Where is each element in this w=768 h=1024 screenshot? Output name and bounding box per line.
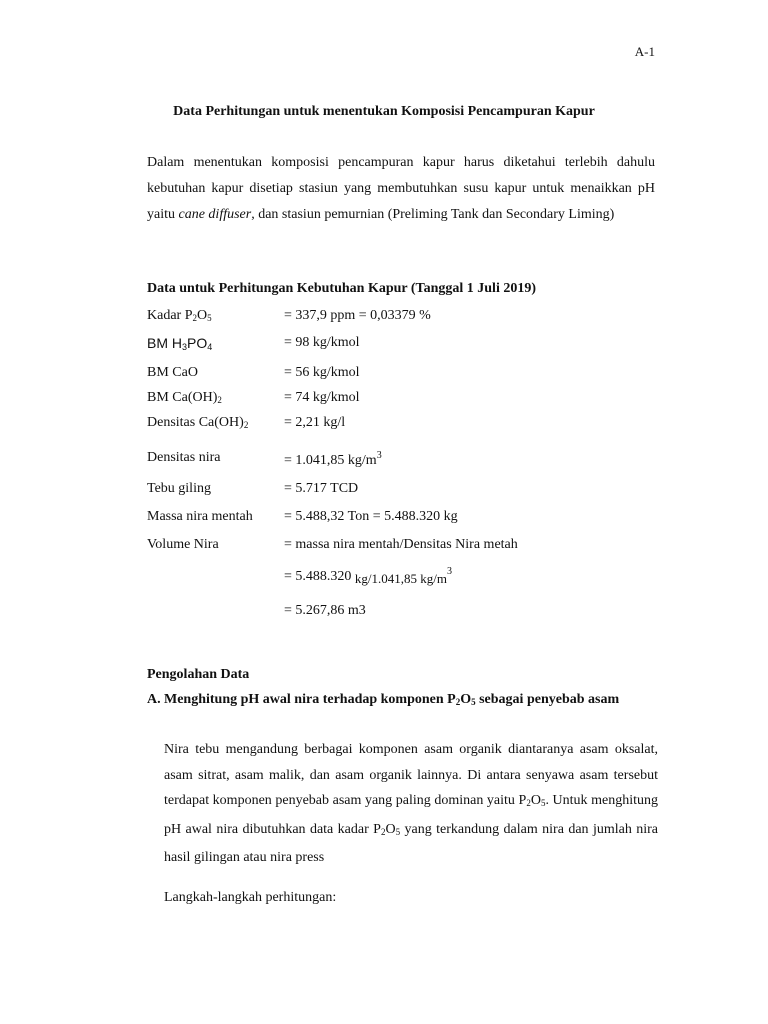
row-volume-nira-step2 [147, 566, 667, 590]
row-densitas-nira [147, 450, 667, 474]
row-volume-nira-step3 [147, 603, 667, 627]
row-densitas-caoh2 [147, 415, 667, 439]
intro-text-after: , dan stasiun pemurnian (Preliming Tank dan Secondary Liming) [251, 207, 615, 222]
row-densitas-nira-value: = 1.041,85 $kg/m^3$ [284, 450, 382, 468]
row-massa-nira [147, 509, 667, 533]
data-section-heading: Data untuk Perhitungan Kebutuhan Kapur (Tanggal 1 Juli 2019) [147, 281, 536, 296]
row-bm-caoh2-label: BM $Ca(OH)_2$ [147, 390, 222, 405]
subsection-a-heading [147, 687, 667, 715]
row-densitas-nira-label: Densitas nira [147, 450, 221, 465]
row-densitas-caoh2-label: Densitas $Ca(OH)_2$ [147, 415, 249, 430]
row-volume-nira-label: Volume Nira [147, 537, 219, 552]
intro-italic-term: cane diffuser [178, 207, 252, 222]
row-kadar-value: = 337,9 ppm = 0,03379 % [284, 308, 431, 323]
row-tebu-giling-value: = 5.717 TCD [284, 481, 359, 496]
row-kadar-label: Kadar $P_2O_5$ [147, 308, 212, 323]
steps-label: Langkah-langkah perhitungan: [164, 890, 337, 905]
row-bm-cao [147, 365, 667, 389]
row-tebu-giling-label: Tebu giling [147, 481, 211, 496]
row-massa-nira-label: Massa nira mentah [147, 509, 253, 524]
row-bm-cao-value: = 56 kg/kmol [284, 365, 360, 380]
subsection-a-title: Menghitung pH awal nira terhadap komponen $P_2O_5$ sebagai penyebab asam [164, 692, 620, 707]
intro-text-before: Dalam menentukan komposisi pencampuran kapur harus diketahui terlebih dahulu kebutuhan kapur disetiap stasiun yang membutuhkan susu kapur untuk menaikkan pH yaitu [147, 155, 655, 222]
processing-heading: Pengolahan Data [147, 667, 250, 682]
row-massa-nira-value: = 5.488,32 Ton = 5.488.320 kg [284, 509, 458, 524]
page-number: A-1 [634, 44, 655, 59]
row-bm-h3po4-label: BM $H_3PO_4$ [147, 335, 213, 352]
row-volume-nira-value3: = 5.267,86 m3 [284, 603, 366, 618]
document-title: Data Perhitungan untuk menentukan Komposisi Pencampuran Kapur [173, 104, 595, 119]
subsection-a-paragraph: Nira tebu mengandung berbagai komponen asam organik diantaranya asam oksalat, asam sitrat, asam malik, dan asam organik lainnya. Di antara senyawa asam tersebut terdapat komponen penyebab asam yang paling dominan yaitu $P_2O_5$. Untuk menghitung pH awal nira dibutuhkan data kadar $P_2O_5$ yang terkandung dalam nira dan jumlah nira hasil gilingan atau nira press [164, 742, 659, 865]
row-densitas-caoh2-value: = 2,21 kg/l [284, 415, 346, 430]
row-volume-nira-value: = massa nira mentah/Densitas Nira metah [284, 537, 518, 552]
row-bm-caoh2-value: = 74 kg/kmol [284, 390, 360, 405]
intro-paragraph [147, 150, 655, 228]
row-bm-caoh2 [147, 390, 667, 414]
row-bm-h3po4-value: = 98 kg/kmol [284, 335, 360, 350]
row-bm-cao-label: BM CaO [147, 365, 198, 380]
row-bm-h3po4 [147, 335, 667, 359]
subsection-a-letter: A. [147, 692, 161, 707]
row-kadar [147, 308, 667, 332]
row-volume-nira [147, 537, 667, 561]
row-volume-nira-value2: = 5.488.320 kg/1.041,85 $kg/m^3$ [284, 566, 452, 586]
row-tebu-giling [147, 481, 667, 505]
